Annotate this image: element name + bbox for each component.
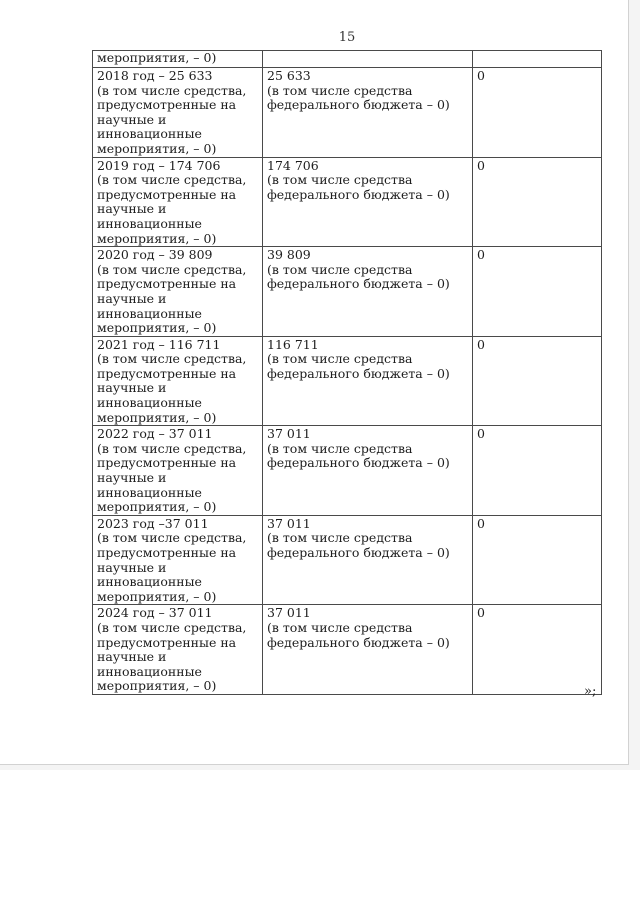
third-value: 0 — [477, 157, 485, 173]
total-cell — [93, 515, 263, 605]
year-total-line: 2020 год – 39 809 — [97, 247, 213, 263]
funding-table — [92, 50, 602, 695]
total-cell-text: мероприятия, – 0) — [97, 50, 217, 65]
total-note-line: предусмотренные на — [97, 545, 237, 560]
third-cell — [473, 51, 602, 68]
third-value: 0 — [477, 605, 485, 621]
total-note-line: научные и — [97, 470, 167, 486]
total-note-line: инновационные — [97, 126, 202, 142]
federal-note-line: (в том числе средства — [267, 440, 413, 456]
total-note-line: мероприятия, – 0) — [97, 140, 217, 156]
year-total-line: 2021 год – 116 711 — [97, 336, 221, 352]
total-cell — [93, 157, 263, 247]
federal-note-line: (в том числе средства — [267, 530, 413, 546]
year-total-line: 2023 год –37 011 — [97, 515, 209, 531]
total-note-line: научные и — [97, 111, 167, 127]
total-note-line: предусмотренные на — [97, 186, 237, 202]
federal-note-line: федерального бюджета – 0) — [267, 276, 450, 292]
federal-cell — [263, 605, 473, 695]
federal-value: 116 711 — [267, 336, 319, 352]
total-cell — [93, 426, 263, 516]
total-note-line: научные и — [97, 380, 167, 396]
closing-quote-mark: »; — [584, 684, 597, 699]
total-note-line: инновационные — [97, 395, 202, 411]
year-total-line: 2024 год – 37 011 — [97, 605, 213, 621]
total-note-line: научные и — [97, 559, 167, 575]
total-note-line: (в том числе средства, — [97, 261, 247, 277]
federal-note-line: (в том числе средства — [267, 619, 413, 635]
federal-value: 174 706 — [267, 157, 319, 173]
total-note-line: (в том числе средства, — [97, 440, 247, 456]
federal-cell — [263, 51, 473, 68]
total-note-line: (в том числе средства, — [97, 172, 247, 188]
total-note-line: предусмотренные на — [97, 634, 237, 650]
total-note-line: инновационные — [97, 574, 202, 590]
total-cell — [93, 68, 263, 158]
table-row — [93, 336, 602, 426]
third-cell — [473, 605, 602, 695]
blank-area-below-scan — [0, 770, 640, 905]
third-cell — [473, 247, 602, 337]
federal-note-line: (в том числе средства — [267, 172, 413, 188]
total-note-line: инновационные — [97, 484, 202, 500]
federal-value: 25 633 — [267, 68, 311, 83]
third-cell — [473, 68, 602, 158]
federal-note-line: федерального бюджета – 0) — [267, 455, 450, 471]
page-number: 15 — [338, 30, 356, 45]
table-row — [93, 157, 602, 247]
total-note-line: инновационные — [97, 305, 202, 321]
federal-value: 39 809 — [267, 247, 311, 263]
total-note-line: мероприятия, – 0) — [97, 409, 217, 425]
total-note-line: (в том числе средства, — [97, 530, 247, 546]
federal-cell — [263, 336, 473, 426]
third-cell — [473, 515, 602, 605]
total-note-line: предусмотренные на — [97, 276, 237, 292]
third-value: 0 — [477, 336, 485, 352]
total-cell — [93, 51, 263, 68]
total-note-line: научные и — [97, 290, 167, 306]
third-cell — [473, 336, 602, 426]
federal-cell — [263, 157, 473, 247]
table-row — [93, 515, 602, 605]
total-note-line: мероприятия, – 0) — [97, 320, 217, 336]
total-note-line: инновационные — [97, 215, 202, 231]
total-note-line: научные и — [97, 649, 167, 665]
federal-cell — [263, 426, 473, 516]
total-note-line: предусмотренные на — [97, 365, 237, 381]
third-cell — [473, 157, 602, 247]
table-row — [93, 247, 602, 337]
year-total-line: 2019 год – 174 706 — [97, 157, 221, 173]
funding-table-body — [93, 51, 602, 695]
total-note-line: предусмотренные на — [97, 97, 237, 113]
total-note-line: предусмотренные на — [97, 455, 237, 471]
federal-value: 37 011 — [267, 426, 311, 442]
table-row — [93, 68, 602, 158]
federal-note-line: федерального бюджета – 0) — [267, 186, 450, 202]
federal-note-line: (в том числе средства — [267, 82, 413, 98]
federal-note-line: (в том числе средства — [267, 351, 413, 367]
table-row — [93, 605, 602, 695]
federal-value: 37 011 — [267, 605, 311, 621]
total-cell — [93, 605, 263, 695]
total-note-line: инновационные — [97, 663, 202, 679]
federal-value: 37 011 — [267, 515, 311, 531]
federal-cell — [263, 515, 473, 605]
third-value: 0 — [477, 426, 485, 442]
table-row — [93, 426, 602, 516]
third-cell — [473, 426, 602, 516]
third-value: 0 — [477, 247, 485, 263]
total-note-line: (в том числе средства, — [97, 82, 247, 98]
table-row-continued — [93, 51, 602, 68]
federal-note-line: федерального бюджета – 0) — [267, 97, 450, 113]
third-value: 0 — [477, 68, 485, 83]
third-value: 0 — [477, 515, 485, 531]
federal-note-line: федерального бюджета – 0) — [267, 545, 450, 560]
total-note-line: (в том числе средства, — [97, 619, 247, 635]
total-note-line: (в том числе средства, — [97, 351, 247, 367]
federal-cell — [263, 247, 473, 337]
total-note-line: мероприятия, – 0) — [97, 678, 217, 694]
total-cell — [93, 247, 263, 337]
total-note-line: мероприятия, – 0) — [97, 588, 217, 604]
total-note-line: научные и — [97, 201, 167, 217]
federal-note-line: федерального бюджета – 0) — [267, 365, 450, 381]
total-note-line: мероприятия, – 0) — [97, 499, 217, 515]
year-total-line: 2022 год – 37 011 — [97, 426, 213, 442]
year-total-line: 2018 год – 25 633 — [97, 68, 213, 83]
total-note-line: мероприятия, – 0) — [97, 230, 217, 246]
federal-note-line: федерального бюджета – 0) — [267, 634, 450, 650]
federal-note-line: (в том числе средства — [267, 261, 413, 277]
federal-cell — [263, 68, 473, 158]
total-cell — [93, 336, 263, 426]
